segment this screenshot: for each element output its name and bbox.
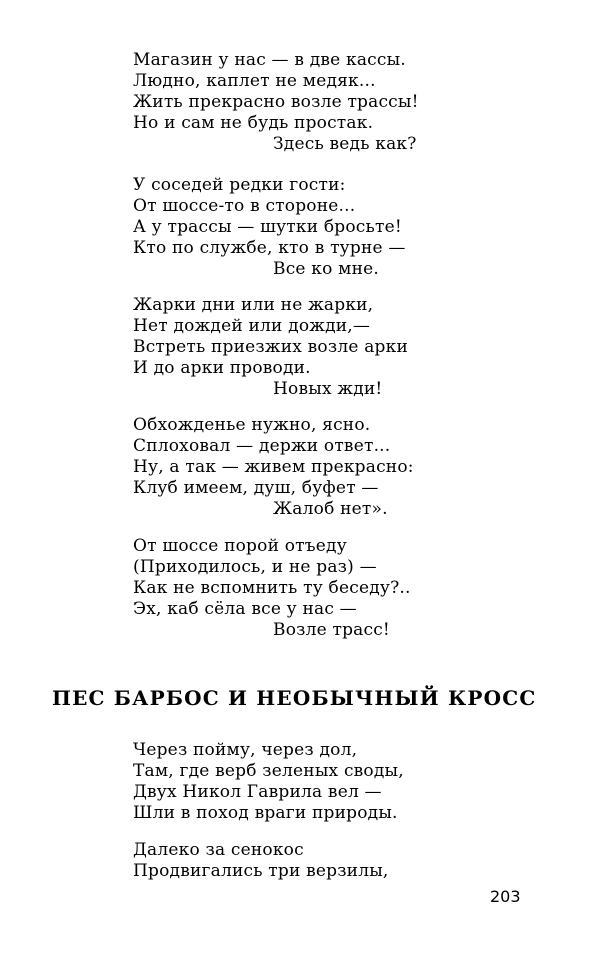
verse-line: Обхожденье нужно, ясно. <box>133 415 371 435</box>
stanza-4 <box>133 415 453 520</box>
poem-title: ПЕС БАРБОС И НЕОБЫЧНЫЙ КРОСС <box>52 686 537 710</box>
verse-tail-line: Здесь ведь как? <box>273 134 417 154</box>
verse-line: От шоссе порой отъеду <box>133 536 347 556</box>
stanza-2 <box>133 175 453 280</box>
verse-tail-line: Возле трасс! <box>273 620 390 640</box>
verse-line: У соседей редки гости: <box>133 175 346 195</box>
verse-line: Встреть приезжих возле арки <box>133 337 408 357</box>
verse-line: Шли в поход враги природы. <box>133 803 398 823</box>
page-number: 203 <box>490 887 521 906</box>
verse-line: Далеко за сенокос <box>133 840 304 860</box>
verse-line: Жарки дни или не жарки, <box>133 295 374 315</box>
stanza-5 <box>133 536 453 641</box>
verse-tail-line: Все ко мне. <box>273 259 379 279</box>
verse-line: Людно, каплет не медяк... <box>133 71 376 91</box>
stanza-7 <box>133 840 453 882</box>
verse-line: Через пойму, через дол, <box>133 740 358 760</box>
stanza-1 <box>133 50 453 155</box>
stanza-3 <box>133 295 453 400</box>
verse-tail-line: Жалоб нет». <box>273 499 388 519</box>
verse-line: Продвигались три верзилы, <box>133 861 389 881</box>
verse-line: Как не вспомнить ту беседу?.. <box>133 578 411 598</box>
verse-line: Двух Никол Гаврила вел — <box>133 782 382 802</box>
verse-line: Там, где верб зеленых своды, <box>133 761 404 781</box>
verse-line: Нет дождей или дожди,— <box>133 316 371 336</box>
verse-line: Жить прекрасно возле трассы! <box>133 92 419 112</box>
verse-line: Ну, а так — живем прекрасно: <box>133 457 414 477</box>
stanza-6 <box>133 740 453 824</box>
verse-line: Эх, каб сёла все у нас — <box>133 599 357 619</box>
verse-line: Но и сам не будь простак. <box>133 113 374 133</box>
verse-tail-line: Новых жди! <box>273 379 383 399</box>
verse-line: Клуб имеем, душ, буфет — <box>133 478 379 498</box>
verse-line: Магазин у нас — в две кассы. <box>133 50 406 70</box>
verse-line: Сплоховал — держи ответ... <box>133 436 391 456</box>
verse-line: И до арки проводи. <box>133 358 311 378</box>
verse-line: (Приходилось, и не раз) — <box>133 557 377 577</box>
verse-line: Кто по службе, кто в турне — <box>133 238 406 258</box>
verse-line: А у трассы — шутки бросьте! <box>133 217 402 237</box>
verse-line: От шоссе-то в стороне... <box>133 196 356 216</box>
